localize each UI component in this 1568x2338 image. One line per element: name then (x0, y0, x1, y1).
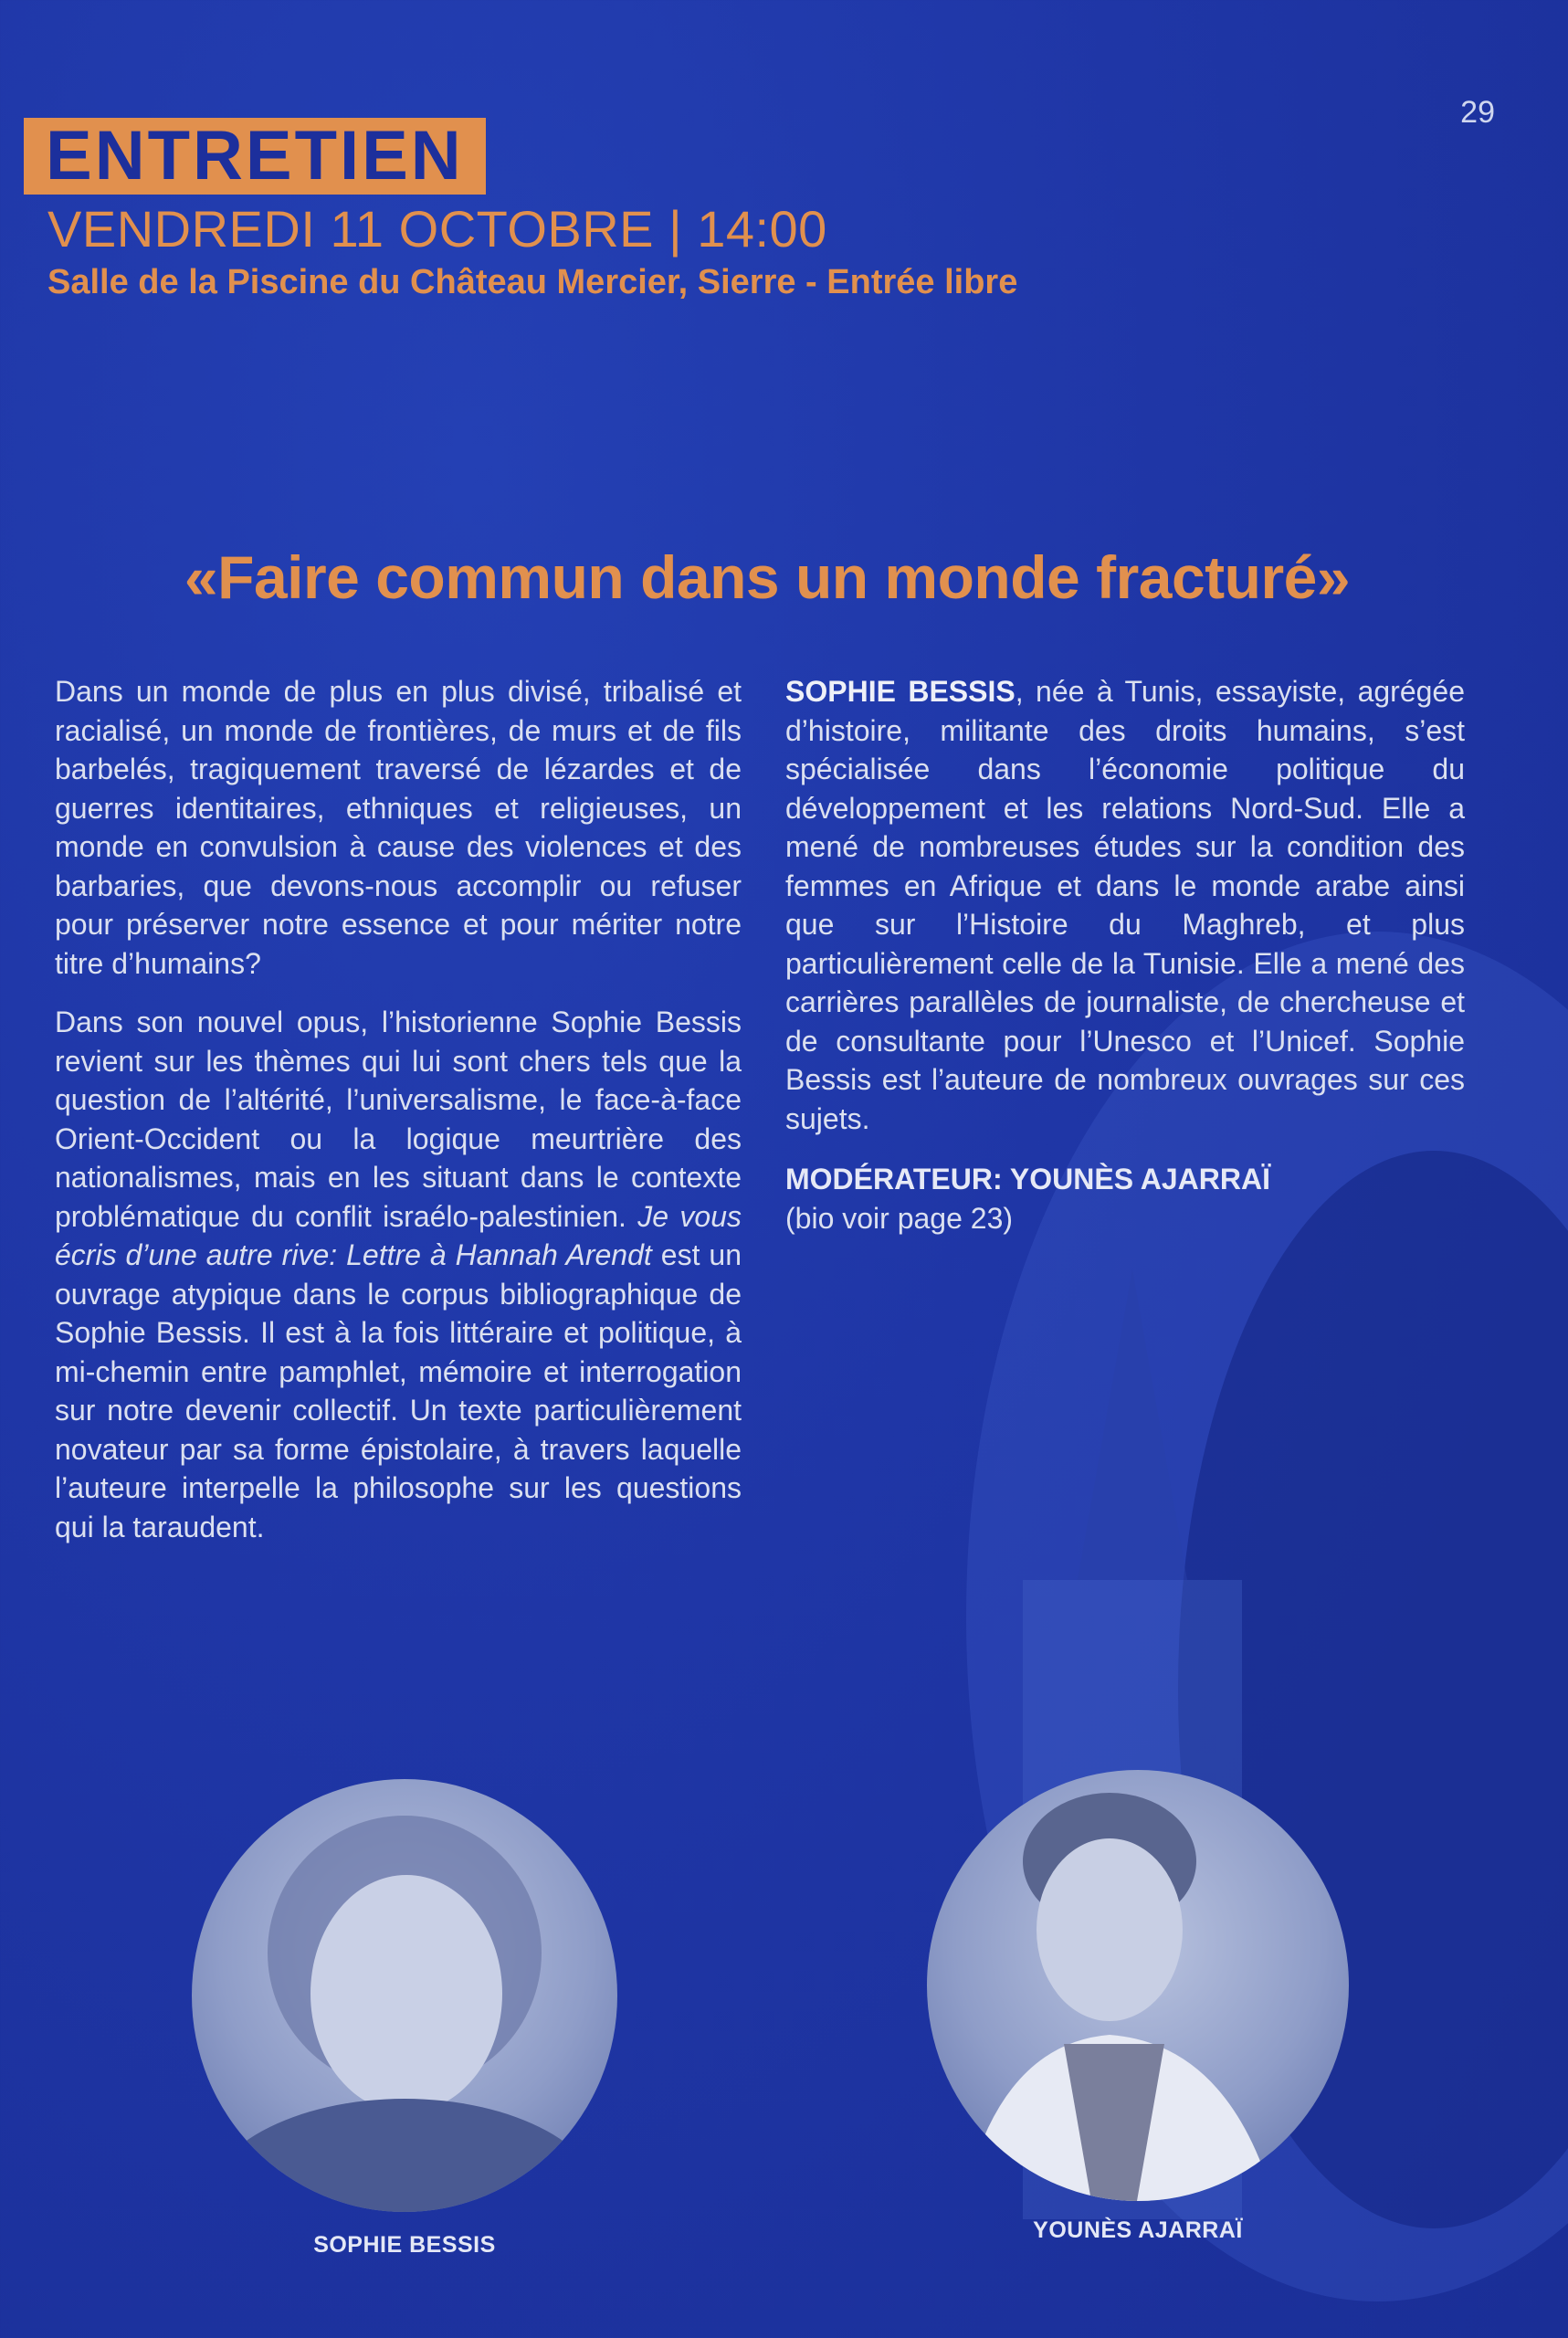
description-paragraph (55, 1003, 742, 1546)
event-date-time: VENDREDI 11 OCTOBRE | 14:00 (47, 200, 827, 258)
event-venue: Salle de la Piscine du Château Mercier, Sierre - Entrée libre (47, 263, 1018, 301)
bio-name: SOPHIE BESSIS (785, 675, 1016, 708)
bio-text: , née à Tunis, essayiste, agrégée d’histoire, militante des droits humains, s’est spécialisée dans l’économie politique du développement et les relations Nord-Sud. Elle a mené de nombreuses études sur la condition des femmes en Afrique et dans le monde arabe ainsi que sur l’Histoire du Maghreb, et plus particulièrement celle de la Tunisie. Elle a mené des carrières parallèles de journaliste, de chercheuse et de consultante pour l’Unesco et l’Unicef. Sophie Bessis est l’auteure de nombreux ouvrages sur ces sujets. (785, 675, 1465, 1135)
page-number: 29 (1460, 95, 1495, 130)
person-icon (927, 1770, 1349, 2201)
bio-column (785, 672, 1465, 1237)
portrait-photo-sophie-bessis (192, 1779, 617, 2212)
paragraph-text: Dans son nouvel opus, l’historienne Sophie Bessis revient sur les thèmes qui lui sont chers tels que la question de l’altérité, l’universalisme, le face-à-face Orient-Occident ou la logique meurtrière des nationalismes, mais en les situant dans le contexte problématique du conflit israélo-palestinien. (55, 1006, 742, 1233)
portrait-caption: YOUNÈS AJARRAÏ (1033, 2217, 1243, 2243)
description-column (55, 672, 742, 1546)
portrait-caption: SOPHIE BESSIS (313, 2232, 496, 2258)
paragraph-text: est un ouvrage atypique dans le corpus bibliographique de Sophie Bessis. Il est à la fois littéraire et politique, à mi-chemin entre pamphlet, mémoire et interrogation sur notre devenir collectif. Un texte particulièrement novateur par sa forme épistolaire, à travers laquelle l’auteure interpelle la philosophe sur les questions qui la taraudent. (55, 1238, 742, 1543)
church-spire-silhouette (1078, 1269, 1187, 1580)
person-icon (192, 1779, 617, 2212)
portrait-photo-younes-ajarrai (927, 1770, 1349, 2201)
moderator-note: (bio voir page 23) (785, 1201, 1014, 1235)
bio-paragraph (785, 672, 1465, 1138)
page-title: «Faire commun dans un monde fracturé» (184, 543, 1351, 611)
book-title: Je vous écris d’une autre rive: Lettre à Hannah Arendt (55, 1199, 742, 1271)
description-paragraph: Dans un monde de plus en plus divisé, tribalisé et racialisé, un monde de frontières, de murs et de fils barbelés, tragiquement traversé de lézardes et de guerres identitaires, ethniques et religieuses, un monde en convulsion à cause des violences et des barbaries, que devons-nous accomplir ou refuser pour préserver notre essence et pour mériter notre titre d’humains? (55, 675, 742, 980)
category-tag: ENTRETIEN (24, 118, 486, 195)
moderator-label: MODÉRATEUR: YOUNÈS AJARRAÏ (785, 1163, 1270, 1195)
